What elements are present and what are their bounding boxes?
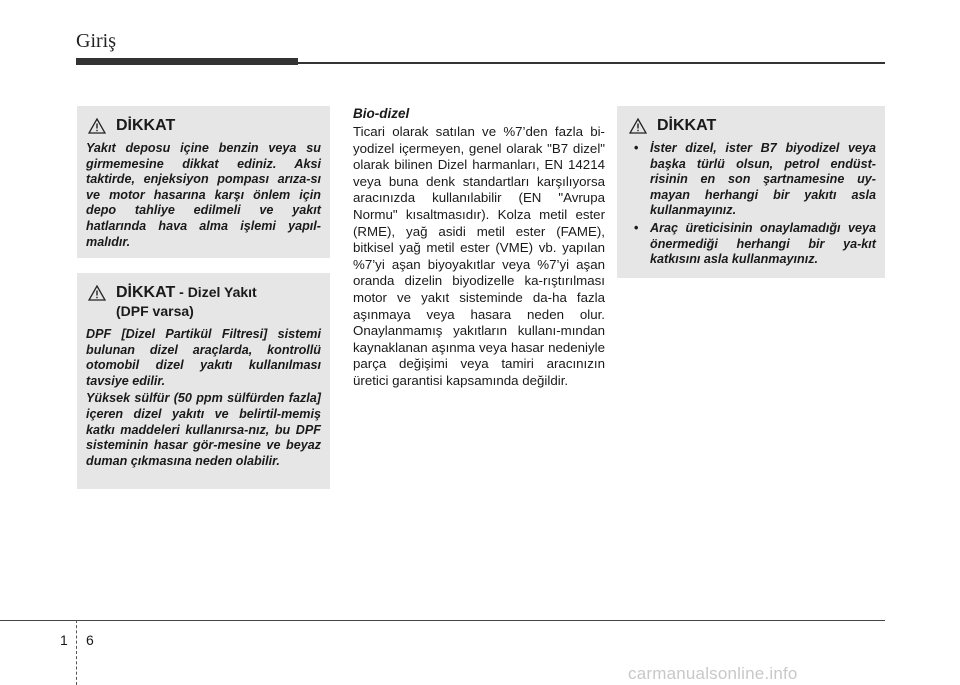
caution-title-line2: (DPF varsa) — [116, 303, 194, 319]
caution-paragraph: DPF [Dizel Partikül Filtresi] sistemi bulunan dizel araçlarda, kontrollü otomobil dizel yakıtı kullanılması tavsiye edilir. — [86, 327, 321, 388]
caution-title: DİKKAT — [116, 117, 176, 134]
page-number: 6 — [86, 632, 94, 648]
list-item: • İster dizel, ister B7 biyodizel veya başka türlü olsun, petrol endüst-risinin en son şartnamesine uy-mayan herhangi bir yakıtı asla kullanmayınız. — [627, 141, 876, 219]
caution-box-diesel-dpf — [77, 273, 330, 489]
caution-box-fuel-spec — [617, 106, 885, 278]
footer-rule — [0, 620, 885, 621]
caution-paragraph: Yüksek sülfür (50 ppm sülfürden fazla] içeren dizel yakıtı ve belirtil-memiş katkı maddeleri kullanırsa-nız, bu DPF sisteminin hasar gör-mesine ve beyaz duman çıkmasına neden olabilir. — [86, 391, 321, 468]
section-body: Ticari olarak satılan ve %7’den fazla bi-yodizel içermeyen, genel olarak "B7 dizel" olarak bilinen Dizel harmanları, EN 14214 veya buna denk standartları karşılıyorsa aracınızda kullanılabilir (EN "Avrupa Normu" kısaltmasıdır). Kolza metil ester (RME), yağ asidi metil ester (FAME), bitkisel yağ metil ester (VME) vb. yapılan %7’yi aşan biyoyakıtlar veya %7’yi aşan oranda dizelin biyodizelle ka-rıştırılması motor ve yakıt sisteminde da-ha fazla aşınmaya veya hasara neden olur. Onaylanmamış yakıtların kullanı-mından kaynaklanan aşınma veya hasar nedeniyle parça değişimi veya tamiri aracınızın üretici garantisi kapsamında değildir. — [353, 124, 605, 388]
caution-title: DİKKAT — [657, 117, 717, 134]
caution-text: Yakıt deposu içine benzin veya su girmemesine dikkat ediniz. Aksi taktirde, enjeksiyon pompası arıza-sı ve motor hasarına karşı önlem için depo tahliye edilmeli ve yakıt hatlarında hava alma işlemi yapıl-malıdır. — [86, 141, 321, 249]
chapter-number: 1 — [60, 632, 68, 648]
header-rule-thick — [76, 58, 298, 65]
warning-triangle-icon — [88, 285, 106, 301]
section-title: Bio-dizel — [353, 106, 410, 121]
caution-title-suffix: - Dizel Yakıt — [175, 284, 257, 300]
list-item: • Araç üreticisinin onaylamadığı veya önermediği herhangi bir ya-kıt katkısını asla kullanmayınız. — [627, 221, 876, 268]
warning-triangle-icon — [88, 118, 106, 134]
footer-divider — [76, 620, 77, 685]
page-title: Giriş — [76, 30, 116, 52]
caution-box-fuel-contamination — [77, 106, 330, 258]
caution-title-main: DİKKAT — [116, 284, 176, 301]
caution-title — [116, 283, 257, 321]
header-rule-thin — [298, 62, 885, 64]
biodiesel-section — [353, 106, 605, 390]
watermark: carmanualsonline.info — [628, 664, 798, 683]
warning-triangle-icon — [629, 118, 647, 134]
caution-bullet-list — [627, 141, 876, 268]
